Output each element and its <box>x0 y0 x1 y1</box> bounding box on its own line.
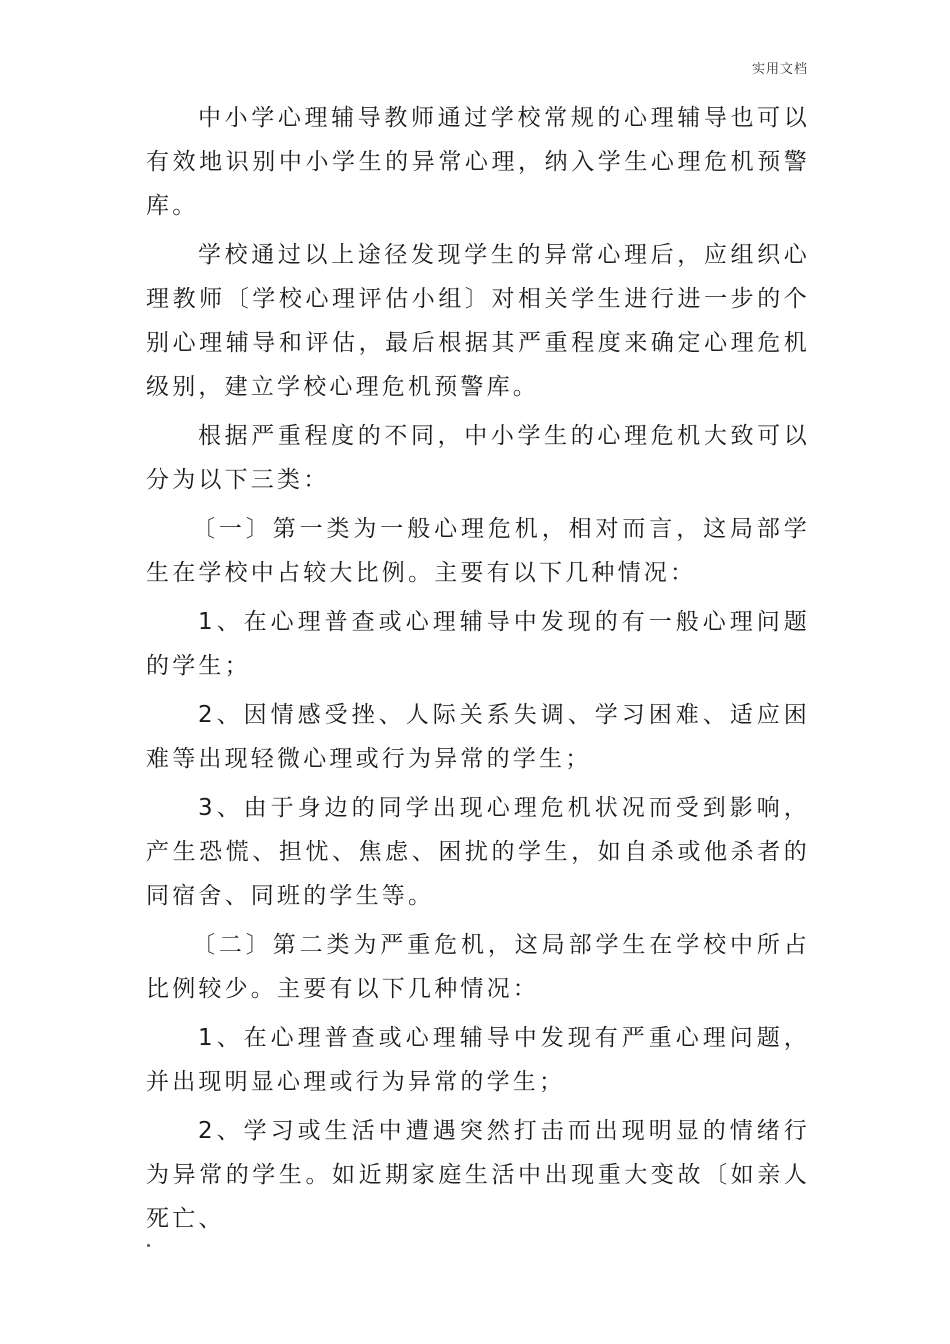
list-item-category-one-3: 3、由于身边的同学出现心理危机状况而受到影响，产生恐慌、担忧、焦虑、困扰的学生，如自杀或他杀者的同宿舍、同班的学生等。 <box>146 795 810 909</box>
paragraph-category-one-heading: 〔一〕第一类为一般心理危机，相对而言，这局部学生在学校中占较大比例。主要有以下几种情况： <box>146 516 810 586</box>
list-item-category-one-2: 2、因情感受挫、人际关系失调、学习困难、适应困难等出现轻微心理或行为异常的学生； <box>146 702 810 772</box>
list-item-category-one-1: 1、在心理普查或心理辅导中发现的有一般心理问题的学生； <box>146 609 810 679</box>
list-item-category-two-2: 2、学习或生活中遭遇突然打击而出现明显的情绪行为异常的学生。如近期家庭生活中出现重大变故〔如亲人死亡、 <box>146 1118 810 1232</box>
paragraph-crisis-categories-intro: 根据严重程度的不同，中小学生的心理危机大致可以分为以下三类： <box>146 423 810 493</box>
footer-mark <box>147 1244 150 1247</box>
paragraph-warning-database: 学校通过以上途径发现学生的异常心理后，应组织心理教师〔学校心理评估小组〕对相关学生进行进一步的个别心理辅导和评估，最后根据其严重程度来确定心理危机级别，建立学校心理危机预警库。 <box>146 242 810 400</box>
paragraph-category-two-heading: 〔二〕第二类为严重危机，这局部学生在学校中所占比例较少。主要有以下几种情况： <box>146 932 810 1002</box>
document-header-tag: 实用文档 <box>751 62 808 77</box>
list-item-category-two-1: 1、在心理普查或心理辅导中发现有严重心理问题，并出现明显心理或行为异常的学生； <box>146 1025 810 1095</box>
paragraph-counselor-identification: 中小学心理辅导教师通过学校常规的心理辅导也可以有效地识别中小学生的异常心理，纳入学生心理危机预警库。 <box>146 105 810 219</box>
document-body <box>146 96 810 1246</box>
